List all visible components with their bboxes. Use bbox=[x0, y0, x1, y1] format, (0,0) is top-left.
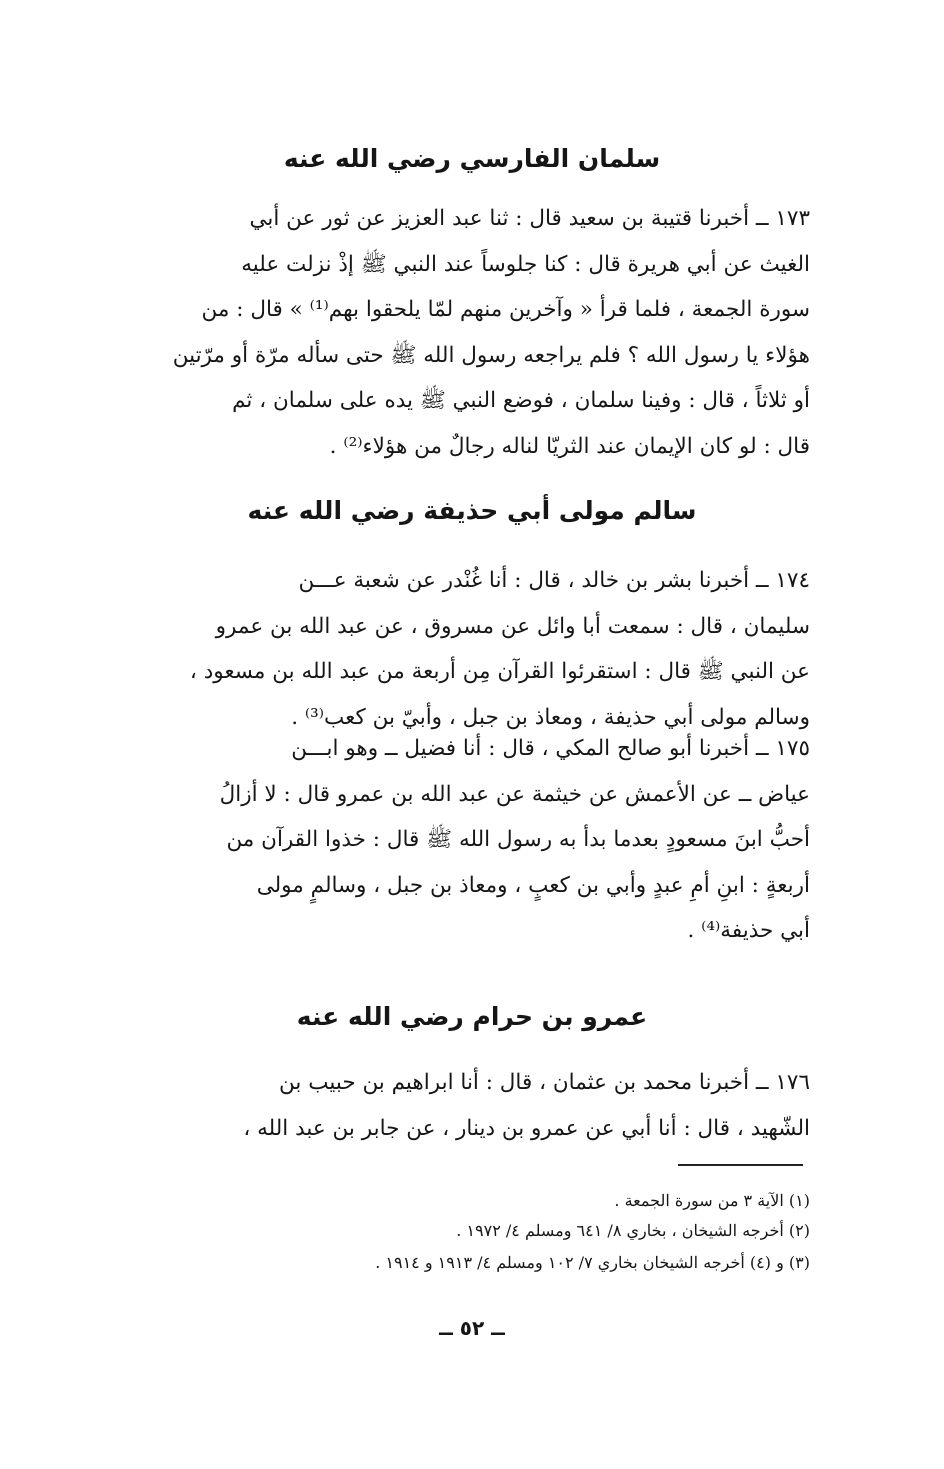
hadith-174 bbox=[138, 558, 810, 740]
footnote-3-4: (٣) و (٤) أخرجه الشيخان بخاري ٧/ ١٠٢ ومسلم ٤/ ١٩١٣ و ١٩١٤ . bbox=[375, 1253, 810, 1272]
text-line: ١٧٣ ــ أخبرنا قتيبة بن سعيد قال : ثنا عبد العزيز عن ثور عن أبي bbox=[249, 206, 810, 231]
text-line: الشّهيد ، قال : أنا أبي عن عمرو بن دينار ، عن جابر بن عبد الله ، bbox=[243, 1115, 810, 1141]
hadith-173 bbox=[138, 196, 810, 469]
text-line: سورة الجمعة ، فلما قرأ « وآخرين منهم لمّا يلحقوا بهم⁽¹⁾ » قال : من bbox=[201, 297, 810, 322]
section-heading-salman: سلمان الفارسي رضي الله عنه bbox=[283, 144, 661, 173]
text-line: أحبُّ ابنَ مسعودٍ بعدما بدأ به رسول الله ﷺ قال : خذوا القرآن من bbox=[226, 827, 810, 852]
page-number: ــ ٥٢ ــ bbox=[439, 1316, 505, 1340]
text-line: الغيث عن أبي هريرة قال : كنا جلوساً عند النبي ﷺ إذْ نزلت عليه bbox=[241, 251, 810, 277]
text-line: أو ثلاثاً ، قال : وفينا سلمان ، فوضع النبي ﷺ يده على سلمان ، ثم bbox=[232, 388, 810, 413]
hadith-176 bbox=[138, 1060, 810, 1151]
text-line: سليمان ، قال : سمعت أبا وائل عن مسروق ، عن عبد الله بن عمرو bbox=[215, 613, 810, 639]
text-line: وسالم مولى أبي حذيفة ، ومعاذ بن جبل ، وأبيّ بن كعب⁽³⁾ . bbox=[291, 704, 810, 730]
hadith-175 bbox=[138, 726, 810, 954]
footnote-1: (١) الآية ٣ من سورة الجمعة . bbox=[614, 1191, 810, 1210]
section-heading-amr: عمرو بن حرام رضي الله عنه bbox=[296, 1002, 648, 1031]
footnote-separator bbox=[678, 1164, 803, 1166]
text-line: هؤلاء يا رسول الله ؟ فلم يراجعه رسول الله ﷺ حتى سأله مرّة أو مرّتين bbox=[172, 342, 810, 368]
text-line: قال : لو كان الإيمان عند الثريّا لناله رجالٌ من هؤلاء⁽²⁾ . bbox=[329, 433, 810, 459]
text-line: أربعةٍ : ابنِ أمِ عبدٍ وأبي بن كعبٍ ، ومعاذ بن جبل ، وسالمٍ مولى bbox=[256, 872, 810, 898]
footnote-2: (٢) أخرجه الشيخان ، بخاري ٨/ ٦٤١ ومسلم ٤/ ١٩٧٢ . bbox=[456, 1221, 810, 1240]
text-line: ١٧٦ ــ أخبرنا محمد بن عثمان ، قال : أنا ابراهيم بن حبيب بن bbox=[279, 1070, 810, 1095]
text-line: أبي حذيفة⁽⁴⁾ . bbox=[687, 918, 810, 943]
text-line: عياض ــ عن الأعمش عن خيثمة عن عبد الله بن عمرو قال : لا أزالُ bbox=[219, 781, 810, 807]
text-line: ١٧٤ ــ أخبرنا بشر بن خالد ، قال : أنا غُنْدر عن شعبة عـــن bbox=[298, 568, 810, 593]
section-heading-salim: سالم مولى أبي حذيفة رضي الله عنه bbox=[247, 496, 697, 525]
text-line: عن النبي ﷺ قال : استقرئوا القرآن مِن أربعة من عبد الله بن مسعود ، bbox=[189, 659, 810, 684]
text-line: ١٧٥ ــ أخبرنا أبو صالح المكي ، قال : أنا فضيل ــ وهو ابـــن bbox=[291, 736, 810, 761]
